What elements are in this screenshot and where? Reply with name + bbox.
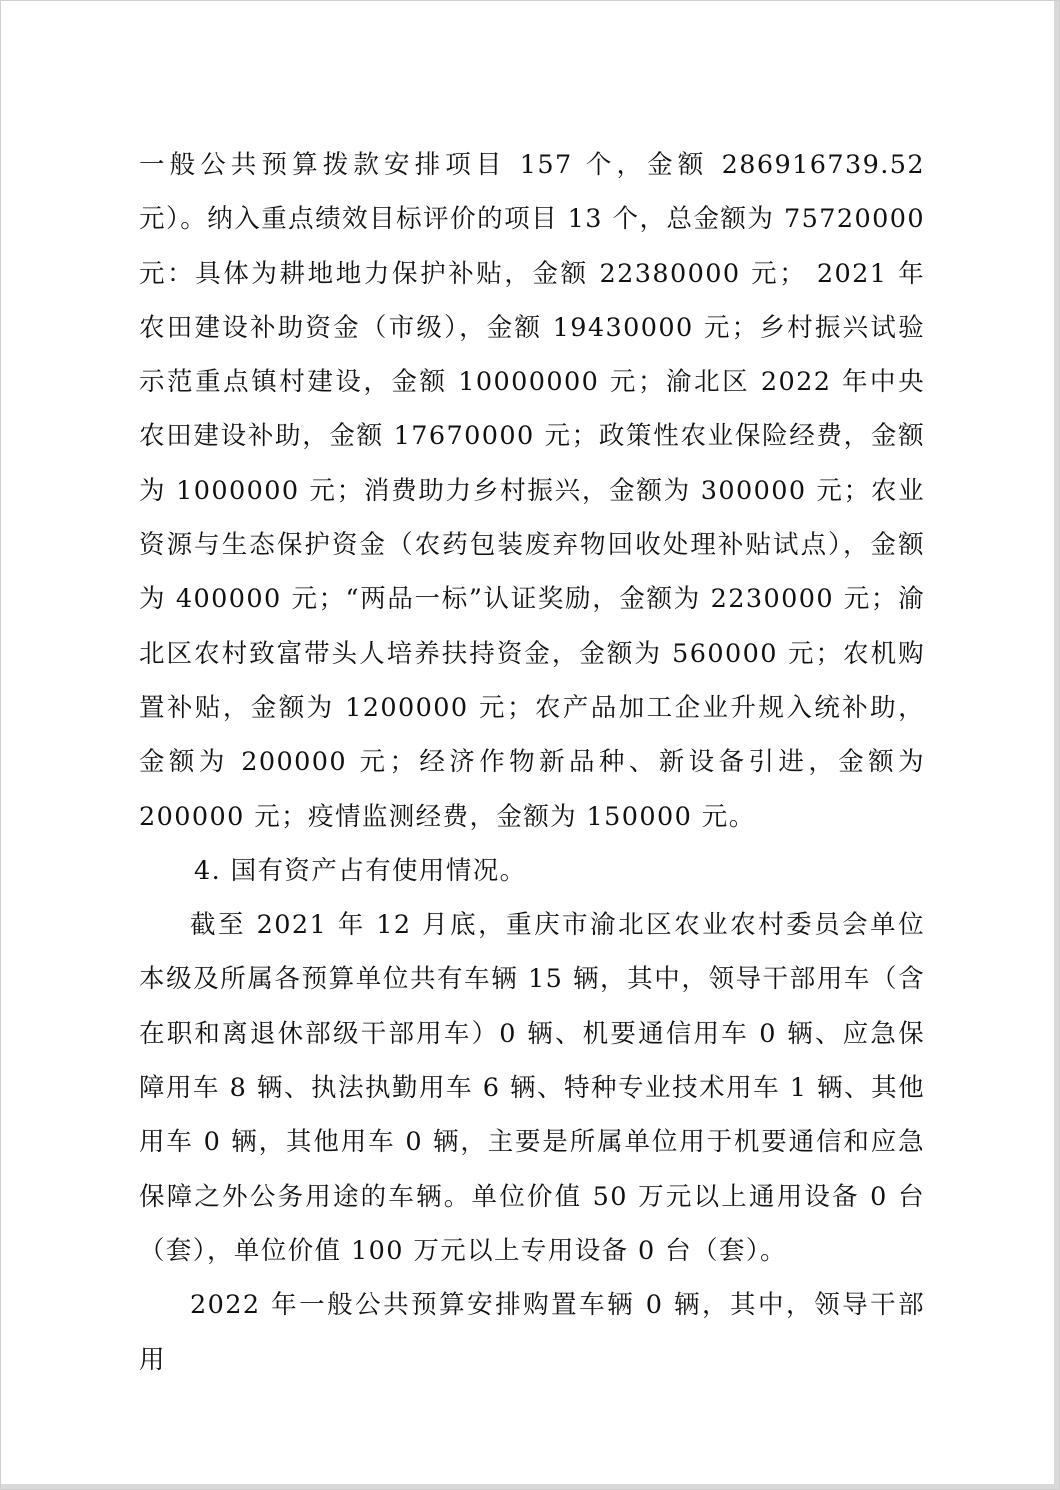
paragraph-vehicle-purchase: 2022 年一般公共预算安排购置车辆 0 辆，其中，领导干部用	[139, 1290, 925, 1375]
document-body	[139, 138, 925, 1387]
paragraph-vehicle-assets: 截至 2021 年 12 月底，重庆市渝北区农业农村委员会单位本级及所属各预算单位共有车辆 15 辆，其中，领导干部用车（含在职和离退休部级干部用车）0 辆、机要通信用车 0 辆、应急保障用车 8 辆、执法执勤用车 6 辆、特种专业技术用车 1 辆、其他用车 0 辆，其他用车 0 辆，主要是所属单位用于机要通信和应急保障之外公务用途的车辆。单位价值 50 万元以上通用设备 0 台（套），单位价值 100 万元以上专用设备 0 台（套）。	[139, 910, 925, 1266]
paragraph-performance-projects: 一般公共预算拨款安排项目 157 个，金额 286916739.52 元）。纳入重点绩效目标评价的项目 13 个，总金额为 75720000 元：具体为耕地地力保护补贴，金额 22380000 元； 2021 年农田建设补助资金（市级），金额 19430000 元；乡村振兴试验示范重点镇村建设，金额 10000000 元；渝北区 2022 年中央农田建设补助，金额 17670000 元；政策性农业保险经费，金额为 1000000 元；消费助力乡村振兴，金额为 300000 元；农业资源与生态保护资金（农药包装废弃物回收处理补贴试点），金额为 400000 元；“两品一标”认证奖励，金额为 2230000 元；渝北区农村致富带头人培养扶持资金，金额为 560000 元；农机购置补贴，金额为 1200000 元；农产品加工企业升规入统补助，金额为 200000 元；经济作物新品种、新设备引进，金额为 200000 元；疫情监测经费，金额为 150000 元。	[139, 150, 925, 832]
section-heading-state-assets: 4. 国有资产占有使用情况。	[194, 855, 527, 886]
